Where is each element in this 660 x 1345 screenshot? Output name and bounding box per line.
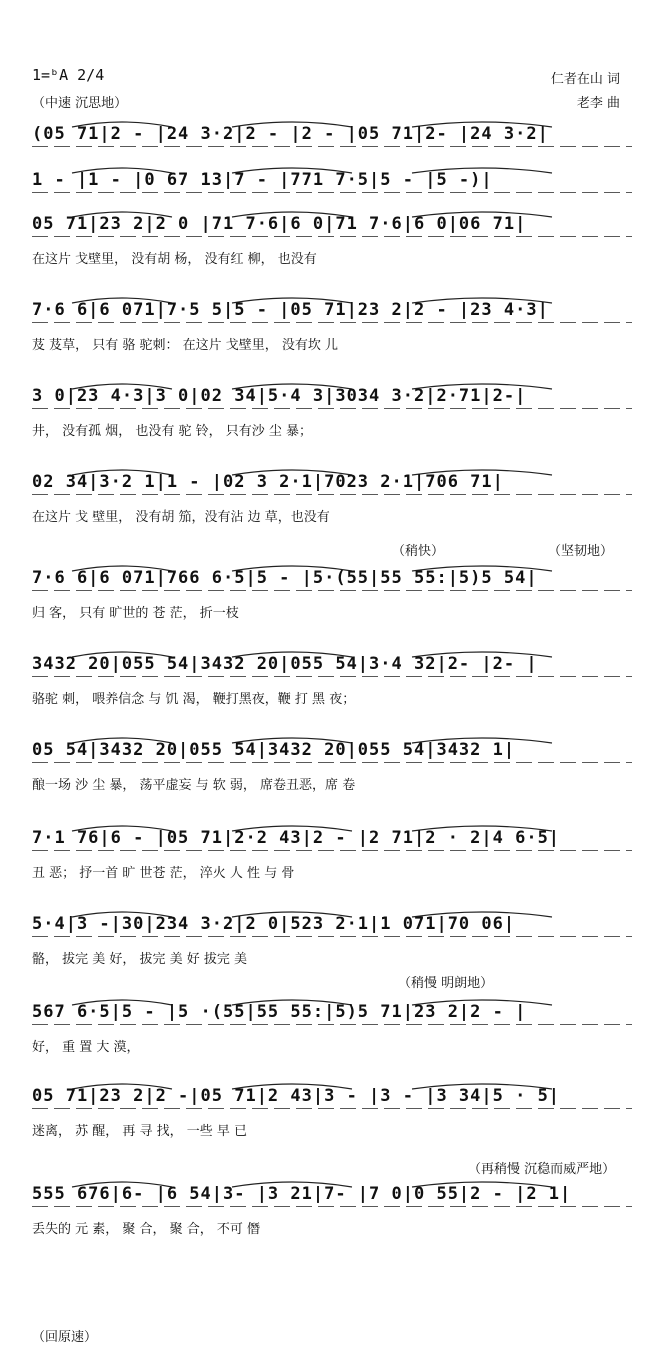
- lyrics-line: 井， 没有孤 烟， 也没有 驼 铃， 只有沙 尘 暴；: [32, 424, 313, 439]
- key-time-signature: 1=ᵇA 2/4: [32, 66, 105, 84]
- notation-line: 3 0|23 4·3|3 0|02 34|5·4 3|3034 3·2|2·71|2-|: [32, 386, 527, 406]
- tempo-marking-3: （稍慢 明朗地）: [398, 976, 494, 991]
- notation-line: 5·4|3 -|30|234 3·2|2 0|523 2·1|1 071|70 06|: [32, 914, 516, 934]
- lyrics-line: 归 客， 只有 旷世的 苍 茫， 折一枝: [32, 606, 239, 621]
- lyrics-line: 在这片 戈 壁里， 没有胡 笳，没有沾 边 草，也没有: [32, 510, 330, 525]
- underline-beams: [32, 322, 632, 323]
- tempo-marking-5: （回原速）: [32, 1330, 98, 1345]
- underline-beams: [32, 236, 632, 237]
- lyrics-line: 好， 重 置 大 漠，: [32, 1040, 140, 1055]
- tempo-marking-4: （再稍慢 沉稳而威严地）: [468, 1162, 616, 1177]
- underline-beams: [32, 408, 632, 409]
- notation-line: (05 71|2 - |24 3·2|2 - |2 - |05 71|2- |24 3·2|: [32, 124, 549, 144]
- underline-beams: [32, 590, 632, 591]
- lyrics-line: 丢失的 元 素， 聚 合， 聚 合， 不可 僭: [32, 1222, 261, 1237]
- lyrics-line: 芨 芨草， 只有 骆 驼刺： 在这片 戈壁里， 没有坎 儿: [32, 338, 339, 353]
- underline-beams: [32, 192, 632, 193]
- lyrics-line: 迷离， 苏 醒， 再 寻 找， 一些 早 已: [32, 1124, 248, 1139]
- underline-beams: [32, 936, 632, 937]
- notation-line: 1 - |1 - |0 67 13|7 - |771 7·5|5 - |5 -)|: [32, 170, 493, 190]
- lyrics-line: 在这片 戈壁里， 没有胡 杨， 没有红 柳， 也没有: [32, 252, 317, 267]
- tempo-marking-1: （稍快）: [392, 544, 445, 559]
- notation-line: 555 676|6- |6 54|3- |3 21|7- |7 0|0 55|2 - |2 1|: [32, 1184, 572, 1204]
- underline-beams: [32, 146, 632, 147]
- underline-beams: [32, 676, 632, 677]
- composer-credit: 老李 曲: [576, 96, 620, 111]
- notation-line: 567 6·5|5 - |5 ·(55|55 55:|5)5 71|23 2|2 - |: [32, 1002, 527, 1022]
- lyrics-line: 酿一场 沙 尘 暴， 荡平虚妄 与 软 弱， 席卷丑恶，席 卷: [32, 778, 356, 793]
- underline-beams: [32, 1024, 632, 1025]
- notation-line: 3432 20|055 54|3432 20|055 54|3·4 32|2- |2- |: [32, 654, 538, 674]
- notation-line: 05 71|23 2|2 -|05 71|2 43|3 - |3 - |3 34|5 · 5|: [32, 1086, 561, 1106]
- lyrics-line: 骼， 拔完 美 好， 拔完 美 好 拔完 美: [32, 952, 248, 967]
- underline-beams: [32, 1206, 632, 1207]
- lyrics-line: 骆驼 刺， 喂养信念 与 饥 渴， 鞭打黑夜，鞭 打 黑 夜；: [32, 692, 356, 707]
- notation-line: 05 54|3432 20|055 54|3432 20|055 54|3432 1|: [32, 740, 516, 760]
- underline-beams: [32, 762, 632, 763]
- notation-line: 7·1 76|6 - |05 71|2·2 43|2 - |2 71|2 · 2|4 6·5|: [32, 828, 561, 848]
- notation-line: 02 34|3·2 1|1 - |02 3 2·1|7023 2·1|706 71|: [32, 472, 504, 492]
- notation-line: 7·6 6|6 071|766 6·5|5 - |5·(55|55 55:|5)5 54|: [32, 568, 538, 588]
- tempo-marking-2: （坚韧地）: [548, 544, 614, 559]
- lyrics-line: 丑 恶； 抒一首 旷 世苍 茫， 淬火 人 性 与 骨: [32, 866, 295, 881]
- notation-line: 05 71|23 2|2 0 |71 7·6|6 0|71 7·6|6 0|06 71|: [32, 214, 527, 234]
- underline-beams: [32, 494, 632, 495]
- lyricist-credit: 仁者在山 词: [550, 72, 620, 87]
- notation-line: 7·6 6|6 071|7·5 5|5 - |05 71|23 2|2 - |23 4·3|: [32, 300, 549, 320]
- tempo-marking: （中速 沉思地）: [32, 96, 128, 111]
- underline-beams: [32, 850, 632, 851]
- underline-beams: [32, 1108, 632, 1109]
